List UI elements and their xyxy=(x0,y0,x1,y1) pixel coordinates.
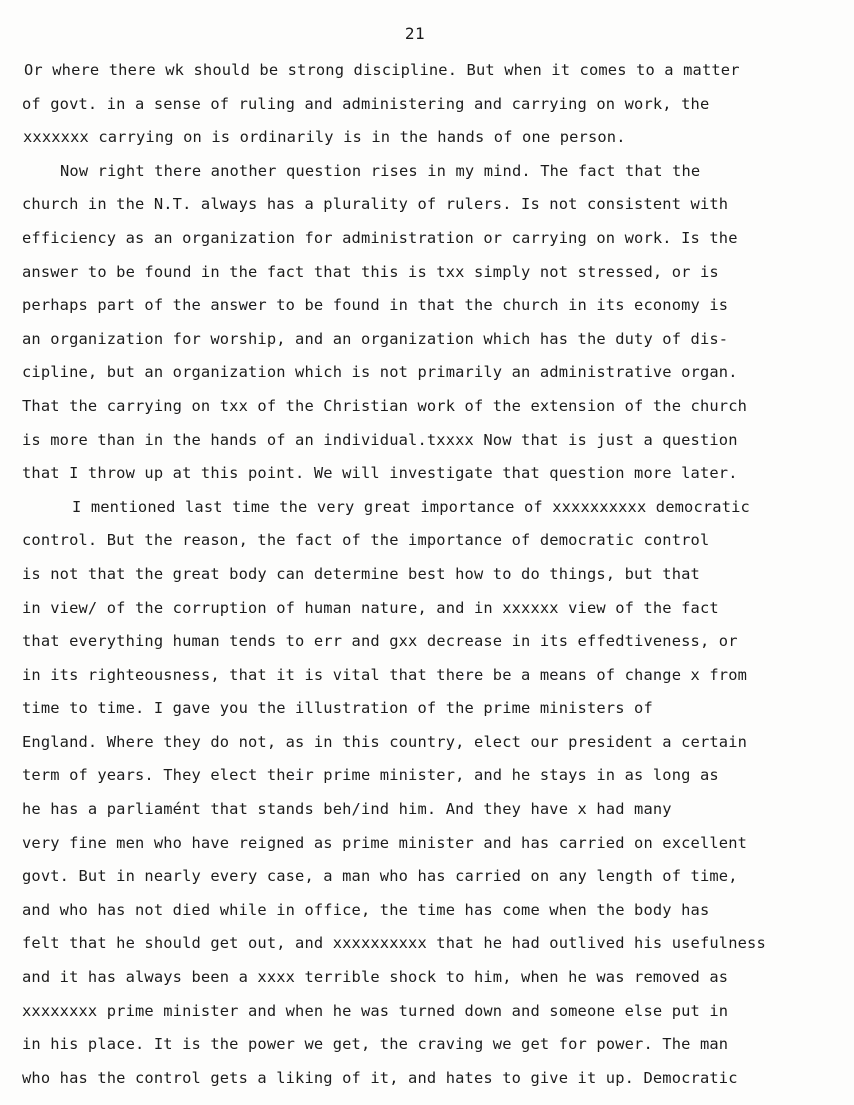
text-line-content: and who has not died while in office, the time has come when the body has xyxy=(22,900,710,919)
text-line xyxy=(0,429,854,463)
text-line-content: Or where there wk should be strong discipline. But when it comes to a matter xyxy=(24,61,740,79)
text-line-content: he has a parliamént that stands beh/ind him. And they have x had many xyxy=(22,800,672,819)
text-line-content: that everything human tends to err and gxx decrease in its effedtiveness, or xyxy=(22,632,738,651)
text-line xyxy=(0,328,854,362)
text-line-content: is more than in the hands of an individual.txxxx Now that is just a question xyxy=(22,430,738,449)
text-line-content: time to time. I gave you the illustration of the prime ministers of xyxy=(22,699,653,718)
text-line-content: and it has always been a xxxx terrible shock to him, when he was removed as xyxy=(22,968,729,987)
text-line xyxy=(0,160,854,194)
text-line xyxy=(0,59,854,93)
text-line xyxy=(0,1033,854,1067)
text-line-content: govt. But in nearly every case, a man who has carried on any length of time, xyxy=(22,867,738,886)
text-line xyxy=(0,899,854,933)
text-line-content: England. Where they do not, as in this country, elect our president a certain xyxy=(22,732,748,751)
text-line-content: who has the control gets a liking of it, and hates to give it up. Democratic xyxy=(22,1068,738,1087)
text-line xyxy=(0,361,854,395)
text-line-content: That the carrying on txx of the Christian work of the extension of the church xyxy=(22,396,748,415)
text-line-content: in view/ of the corruption of human nature, and in xxxxxx view of the fact xyxy=(22,598,719,617)
text-line xyxy=(0,496,854,530)
text-line xyxy=(0,563,854,597)
text-line-content: very fine men who have reigned as prime minister and has carried on excellent xyxy=(22,833,748,852)
text-line-content: felt that he should get out, and xxxxxxxxxx that he had outlived his usefulness xyxy=(22,934,766,953)
text-line-content: that I throw up at this point. We will investigate that question more later. xyxy=(22,464,738,483)
text-line xyxy=(0,227,854,261)
text-line xyxy=(0,462,854,496)
text-line-content: perhaps part of the answer to be found in that the church in its economy is xyxy=(22,296,729,315)
text-line xyxy=(0,193,854,227)
text-line xyxy=(0,529,854,563)
text-line xyxy=(0,126,854,160)
text-line-content: Now right there another question rises in my mind. The fact that the xyxy=(60,161,701,180)
text-line xyxy=(0,664,854,698)
text-line-content: church in the N.T. always has a plurality of rulers. Is not consistent with xyxy=(22,195,729,214)
text-line-content: in its righteousness, that it is vital that there be a means of change x from xyxy=(22,665,748,684)
text-line xyxy=(0,294,854,328)
text-line-content: term of years. They elect their prime minister, and he stays in as long as xyxy=(22,766,719,785)
text-line xyxy=(0,597,854,631)
text-line-content: answer to be found in the fact that this is txx simply not stressed, or is xyxy=(22,262,719,281)
text-line-content: cipline, but an organization which is not primarily an administrative organ. xyxy=(22,363,738,382)
text-line-content: of govt. in a sense of ruling and administering and carrying on work, the xyxy=(22,94,710,113)
text-line xyxy=(0,93,854,127)
text-line xyxy=(0,697,854,731)
text-line-content: I mentioned last time the very great importance of xxxxxxxxxx democratic xyxy=(72,497,750,516)
text-line xyxy=(0,865,854,899)
text-line-content: xxxxxxx carrying on is ordinarily is in the hands of one person. xyxy=(23,128,626,147)
text-line-content: an organization for worship, and an organization which has the duty of dis- xyxy=(22,329,729,348)
text-line xyxy=(0,395,854,429)
text-line xyxy=(0,764,854,798)
text-line xyxy=(0,261,854,295)
body-text xyxy=(0,59,854,1100)
text-line xyxy=(0,966,854,1000)
text-line-content: in his place. It is the power we get, the craving we get for power. The man xyxy=(22,1035,729,1054)
page-number: 21 xyxy=(404,24,426,43)
text-line xyxy=(0,932,854,966)
text-line-content: xxxxxxxx prime minister and when he was turned down and someone else put in xyxy=(22,1001,729,1020)
text-line xyxy=(0,832,854,866)
text-line xyxy=(0,1000,854,1034)
text-line-content: control. But the reason, the fact of the importance of democratic control xyxy=(22,531,710,550)
text-line-content: efficiency as an organization for administration or carrying on work. Is the xyxy=(22,228,738,247)
text-line xyxy=(0,630,854,664)
text-line-content: is not that the great body can determine best how to do things, but that xyxy=(22,564,700,583)
text-line xyxy=(0,1067,854,1101)
text-line xyxy=(0,731,854,765)
text-line xyxy=(0,798,854,832)
